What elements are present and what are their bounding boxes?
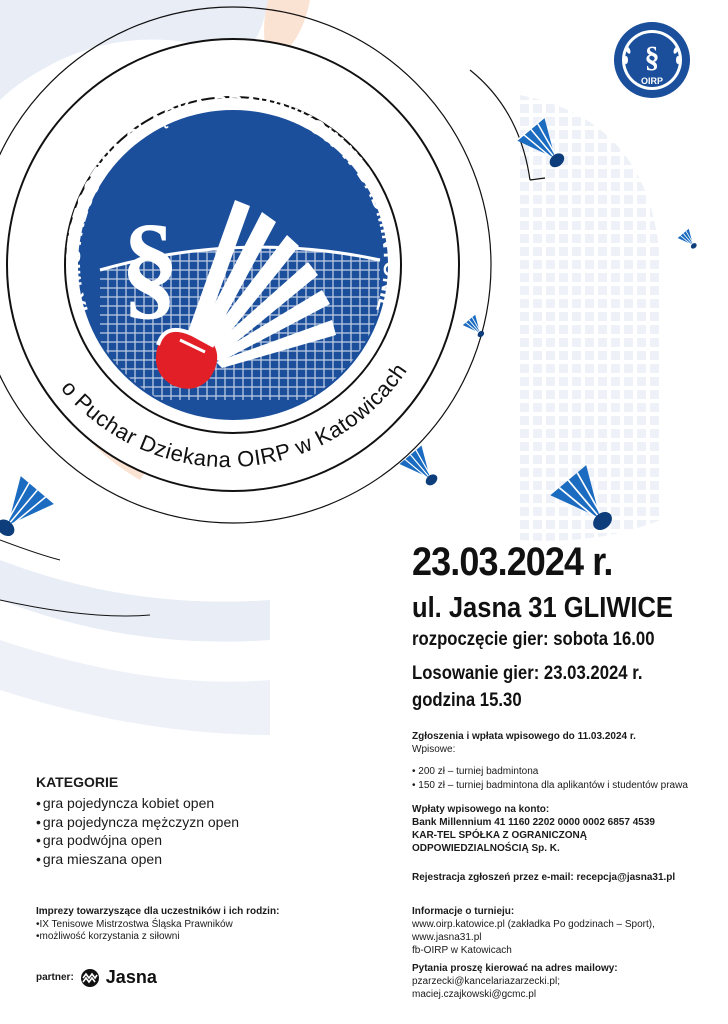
info-facebook: fb-OIRP w Katowicach: [412, 945, 512, 956]
draw-time: godzina 15.30: [412, 690, 522, 711]
shuttlecock-icon: [463, 315, 489, 342]
oirp-logo: [612, 20, 692, 100]
badge-outer-subtitle: o Puchar Dziekana OIRP w Katowicach: [56, 358, 412, 473]
events-title: Imprezy towarzyszące dla uczestników i ich rodzin:: [36, 906, 280, 917]
logo-text: OIRP: [640, 76, 664, 86]
list-item: • gra mieszana open: [36, 850, 239, 869]
paragraph-icon: §: [120, 200, 180, 331]
list-item: • IX Tenisowe Mistrzostwa Śląska Prawników: [36, 919, 233, 931]
contact-email-1[interactable]: pzarzecki@kancelariazarzecki.pl;: [412, 976, 560, 987]
fee-list: [412, 765, 688, 793]
shuttlecock-icon: [399, 445, 445, 492]
partner-block: [36, 967, 157, 988]
events-list: [36, 919, 233, 943]
registration-deadline: Zgłoszenia i wpłata wpisowego do 11.03.2024 r.: [412, 731, 636, 742]
categories-list: [36, 794, 239, 868]
paragraph-icon: §: [644, 41, 660, 74]
info-link-oirp[interactable]: www.oirp.katowice.pl (zakładka Po godzinach – Sport),: [412, 919, 655, 930]
account-title: Wpłaty wpisowego na konto:: [412, 804, 550, 815]
info-title: Informacje o turnieju:: [412, 906, 515, 917]
shuttlecock-icon: [678, 229, 701, 253]
shuttlecock-icon: [0, 476, 54, 547]
partner-name: Jasna: [105, 967, 157, 987]
list-item: • gra pojedyncza mężczyzn open: [36, 813, 239, 832]
list-item: • gra podwójna open: [36, 831, 239, 850]
event-start: rozpoczęcie gier: sobota 16.00: [412, 629, 655, 650]
partner-label: partner:: [36, 972, 74, 983]
list-item: • gra pojedyncza kobiet open: [36, 794, 239, 813]
questions-title: Pytania proszę kierować na adres mailowy:: [412, 963, 618, 974]
event-address: ul. Jasna 31 GLIWICE: [412, 592, 673, 624]
contact-email-2[interactable]: maciej.czajkowski@gcmc.pl: [412, 989, 537, 1000]
bank-account: Bank Millennium 41 1160 2202 0000 0002 6857 4539: [412, 817, 655, 828]
list-item: • 200 zł – turniej badmintona: [412, 765, 688, 779]
list-item: • możliwość korzystania z siłowni: [36, 931, 233, 943]
badge-arc-title: IX MISTRZOSTWA ŚLĄSKA PRAWNIKÓW W BADMINTONIE: [62, 92, 402, 316]
jasna-logo-icon: [80, 968, 100, 988]
categories-title: KATEGORIE: [36, 774, 119, 790]
info-link-jasna[interactable]: www.jasna31.pl: [412, 932, 482, 943]
shuttlecock-icon: [550, 465, 625, 542]
company-name-1: KAR-TEL SPÓŁKA Z OGRANICZONĄ: [412, 830, 587, 841]
fee-label: Wpisowe:: [412, 744, 456, 755]
event-date: 23.03.2024 r.: [412, 540, 613, 584]
shuttlecock-icon: [517, 117, 575, 176]
draw-date: Losowanie gier: 23.03.2024 r.: [412, 663, 643, 684]
registration-email: Rejestracja zgłoszeń przez e-mail: recepcja@jasna31.pl: [412, 872, 676, 883]
company-name-2: ODPOWIEDZIALNOŚCIĄ Sp. K.: [412, 843, 560, 854]
list-item: • 150 zł – turniej badmintona dla aplikantów i studentów prawa: [412, 779, 688, 793]
